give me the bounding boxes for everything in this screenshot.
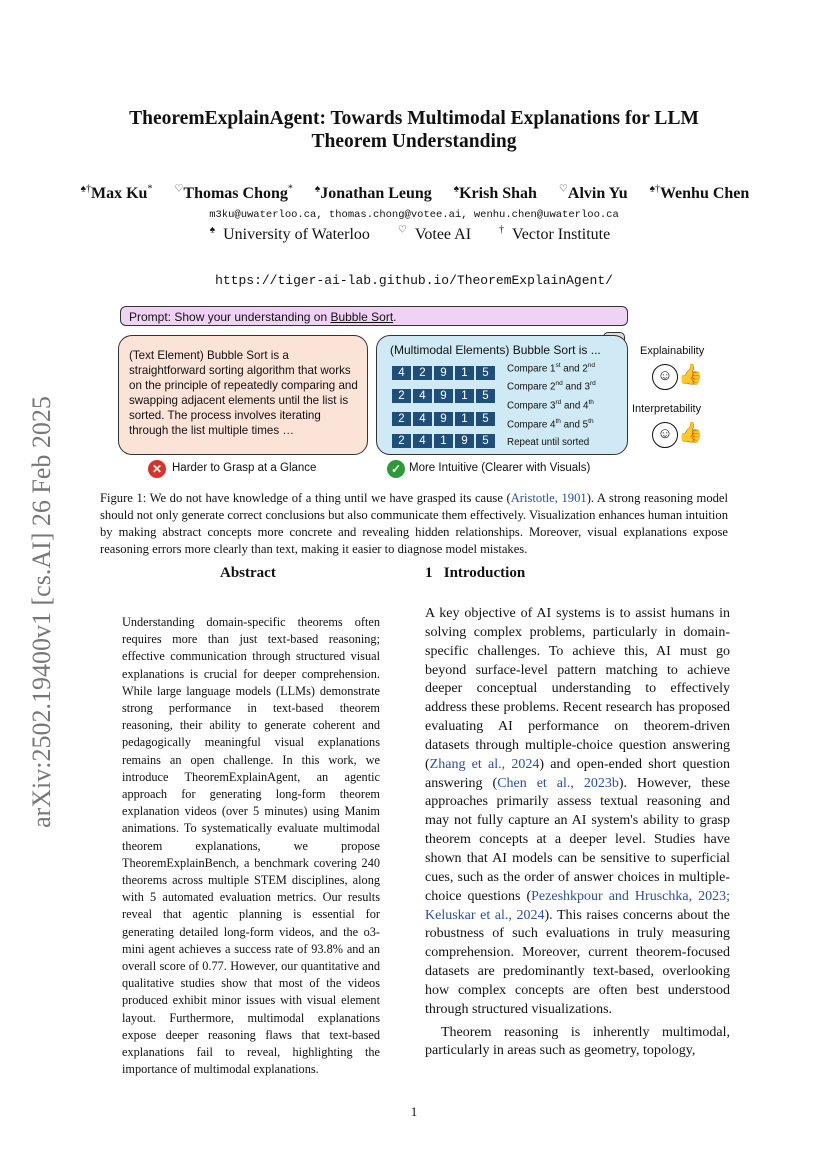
multimodal-title: (Multimodal Elements) Bubble Sort is ... (390, 343, 601, 357)
sort-row-4: 2 4 1 9 5 (392, 434, 495, 448)
arxiv-sidebar-id (22, 372, 62, 852)
title-line-2: Theorem Understanding (311, 131, 517, 152)
good-label: More Intuitive (Clearer with Visuals) (409, 462, 591, 474)
smiley-face-icon: ☺ (652, 364, 678, 390)
author-2: ♡Thomas Chong* (174, 184, 293, 203)
row-2-label: Compare 2nd and 3rd (507, 380, 596, 393)
author-list (60, 184, 770, 203)
project-url[interactable]: https://tiger-ai-lab.github.io/TheoremExplainAgent/ (215, 273, 613, 288)
bad-label: Harder to Grasp at a Glance (172, 462, 317, 474)
author-6: ♠†Wenhu Chen (649, 184, 750, 203)
sort-row-2: 2 4 9 1 5 (392, 389, 495, 403)
author-5: ♡Alvin Yu (558, 184, 628, 203)
check-icon: ✓ (387, 460, 405, 478)
prompt-banner: Prompt: Show your understanding on Bubble Sort. (120, 306, 628, 326)
affiliation-2: ♡ Votee AI (397, 225, 472, 244)
explainability-label: Explainability (640, 345, 705, 357)
sort-row-3: 2 4 9 1 5 (392, 412, 495, 426)
arxiv-id-text: arXiv:2502.19400v1 [cs.AI] 26 Feb 2025 (27, 396, 56, 828)
caption-citation[interactable]: Aristotle, 1901 (510, 491, 587, 505)
row-1-label: Compare 1st and 2nd (507, 362, 596, 375)
intro-paragraph-2: Theorem reasoning is inherently multimodal, particularly in areas such as geometry, topology, (425, 1024, 730, 1059)
thumbs-up-icon: 👍 (678, 364, 703, 386)
intro-text (425, 605, 730, 1061)
abstract-text: Understanding domain-specific theorems often requires more than just text-based reasoning; effective communication through structured visual explanations is crucial for deeper comprehension. While large language models (LLMs) demonstrate strong performance in text-based theorem reasoning, their ability to generate coherent and pedagogically meaningful visual explanations remains an open challenge. In this work, we introduce TheoremExplainAgent, an agentic approach for generating long-form theorem explanation videos (over 5 minutes) using Manim animations. To systematically evaluate multimodal theorem explanations, we propose TheoremExplainBench, a benchmark covering 240 theorems across multiple STEM disciplines, along with 5 automated evaluation metrics. Our results reveal that agentic planning is essential for generating detailed long-form videos, and the o3-mini agent achieves a success rate of 93.8% and an overall score of 0.77. However, our quantitative and qualitative studies show that most of the videos produced exhibit minor issues with visual element layout. Furthermore, multimodal explanations expose deeper reasoning flaws that text-based explanations fail to reveal, highlighting the importance of multimodal explanations. (122, 615, 380, 1077)
affiliation-1: ♠ University of Waterloo (209, 225, 370, 244)
row-4-label: Compare 4th and 5th (507, 418, 594, 431)
abstract-heading: Abstract (220, 565, 276, 581)
smiley-face-icon-2: ☺ (652, 422, 678, 448)
title-line-1: TheoremExplainAgent: Towards Multimodal Explanations for LLM (129, 108, 699, 129)
intro-paragraph-1: A key objective of AI systems is to assist humans in solving complex problems, particularly in domain-specific challenges. To achieve this, AI must go beyond surface-level pattern matching to achieve deeper conceptual understanding to effectively address these problems. Recent research has proposed evaluating AI performance on theorem-driven datasets through multiple-choice question answering (Zhang et al., 2024) and open-ended short question answering (Chen et al., 2023b). However, these approaches primarily assess textual reasoning and may not fully capture an AI system's ability to grasp theorem concepts at a deeper level. Studies have shown that AI models can be sensitive to superficial cues, such as the order of answer choices in multiple-choice questions (Pezeshkpour and Hruschka, 2023; Keluskar et al., 2024). This raises concerns about the robustness of such evaluations in truly measuring comprehension. Moreover, current theorem-focused datasets are predominantly text-based, overlooking how complex concepts are often best understood through structured visualizations. (425, 606, 731, 1017)
citation-zhang[interactable]: Zhang et al., 2024 (429, 756, 540, 772)
thumbs-up-icon-2: 👍 (678, 422, 703, 444)
row-5-label: Repeat until sorted (507, 437, 590, 448)
author-emails: m3ku@uwaterloo.ca, thomas.chong@votee.ai, wenhu.chen@uwaterloo.ca (209, 209, 619, 221)
row-3-label: Compare 3rd and 4th (507, 399, 594, 412)
cross-icon: ✕ (148, 460, 166, 478)
affiliation-3: † Vector Institute (499, 225, 611, 244)
prompt-topic: Bubble Sort (330, 310, 394, 324)
author-3: ♠Jonathan Leung (314, 184, 432, 203)
interpretability-label: Interpretability (632, 403, 702, 415)
sort-row-1: 4 2 9 1 5 (392, 366, 495, 380)
citation-chen[interactable]: Chen et al., 2023b (497, 775, 619, 791)
author-4: ♠Krish Shah (453, 184, 537, 203)
citation-pezeshkpour[interactable]: Pezeshkpour and Hruschka, 2023; Keluskar et al., 2024 (425, 888, 730, 923)
text-element-box: (Text Element) Bubble Sort is a straightforward sorting algorithm that works on the principle of repeatedly comparing and swapping adjacent elements until the list is sorted. The process involves iterating through the list multiple times … (118, 335, 368, 455)
figure-caption: Figure 1: We do not have knowledge of a thing until we have grasped its cause (Aristotle, 1901). A strong reasoning model should not only generate correct conclusions but also communicate them effectively. Visualization enhances human intuition by making abstract concepts more concrete and revealing hidden relationships. Moreover, visual explanations expose reasoning errors more clearly than text, making it easier to diagnose model mistakes. (100, 491, 729, 556)
page-number: 1 (410, 1104, 418, 1119)
intro-heading: 1 Introduction (425, 565, 526, 581)
author-1: ♠†Max Ku* (80, 184, 153, 203)
affiliations (100, 225, 728, 244)
paper-title (100, 107, 728, 153)
